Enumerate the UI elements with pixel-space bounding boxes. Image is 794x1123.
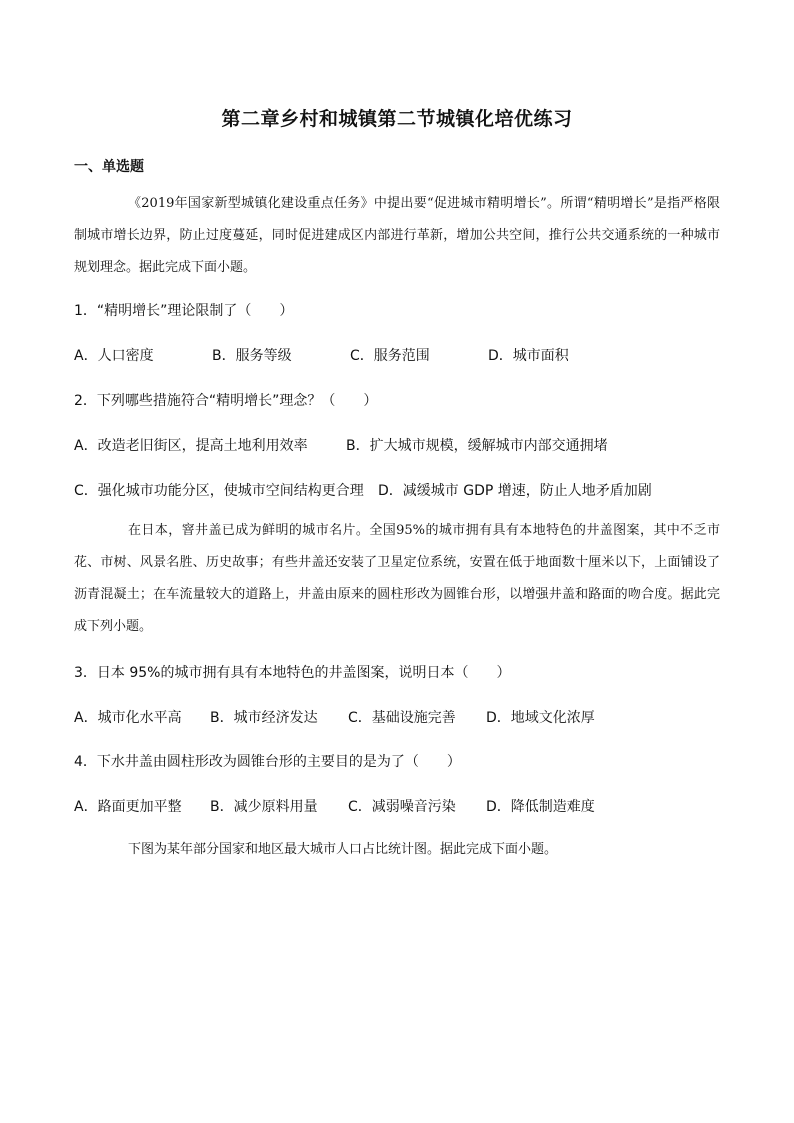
question-1-stem: 1．“精明增长”理论限制了（ ）: [74, 303, 294, 319]
question-4-options: [74, 796, 595, 816]
question-3-stem: 3．日本 95%的城市拥有具有本地特色的井盖图案，说明日本（ ）: [74, 665, 511, 681]
option-c: C．基础设施完善: [348, 710, 456, 726]
option-d: D．减缓城市 GDP 增速，防止人地矛盾加剧: [378, 483, 652, 499]
option-d: D．降低制造难度: [486, 799, 595, 815]
question-1-options: [74, 345, 569, 365]
option-b: B．减少原料用量: [210, 799, 318, 815]
passage-2: 在日本，窨井盖已成为鲜明的城市名片。全国95%的城市拥有具有本地特色的井盖图案，其中不乏市花、市树、风景名胜、历史故事；有些井盖还安装了卫星定位系统，安置在低于地面数十厘米以下，上面铺设了沥青混凝土；在车流量较大的道路上，井盖由原来的圆柱形改为圆锥台形，以增强井盖和路面的吻合度。据此完成下列小题。: [74, 523, 720, 634]
page-title: 第二章乡村和城镇第二节城镇化培优练习: [221, 108, 573, 130]
option-a: A．改造老旧街区，提高土地利用效率: [74, 438, 308, 454]
option-d: D．地域文化浓厚: [486, 710, 595, 726]
option-a: A．人口密度: [74, 348, 154, 364]
option-a: A．路面更加平整: [74, 799, 182, 815]
option-b: B．城市经济发达: [210, 710, 318, 726]
option-a: A．城市化水平高: [74, 710, 182, 726]
passage-1: 《2019年国家新型城镇化建设重点任务》中提出要“促进城市精明增长”。所谓“精明增长”是指严格限制城市增长边界，防止过度蔓延，同时促进建成区内部进行革新，增加公共空间，推行公共交通系统的一种城市规划理念。据此完成下面小题。: [74, 196, 720, 275]
option-c: C．减弱噪音污染: [348, 799, 456, 815]
question-3-options: [74, 707, 595, 727]
option-d: D．城市面积: [488, 348, 569, 364]
option-c: C．强化城市功能分区，使城市空间结构更合理: [74, 483, 364, 499]
section-heading: 一、单选题: [74, 159, 144, 175]
question-2-options-row1: [74, 435, 608, 455]
question-2-options-row2: [74, 480, 652, 500]
option-b: B．服务等级: [212, 348, 292, 364]
option-b: B．扩大城市规模，缓解城市内部交通拥堵: [346, 438, 608, 454]
question-4-stem: 4．下水井盖由圆柱形改为圆锥台形的主要目的是为了（ ）: [74, 754, 461, 770]
question-2-stem: 2．下列哪些措施符合“精明增长”理念？（ ）: [74, 393, 378, 409]
option-c: C．服务范围: [350, 348, 430, 364]
passage-3: 下图为某年部分国家和地区最大城市人口占比统计图。据此完成下面小题。: [128, 842, 558, 857]
